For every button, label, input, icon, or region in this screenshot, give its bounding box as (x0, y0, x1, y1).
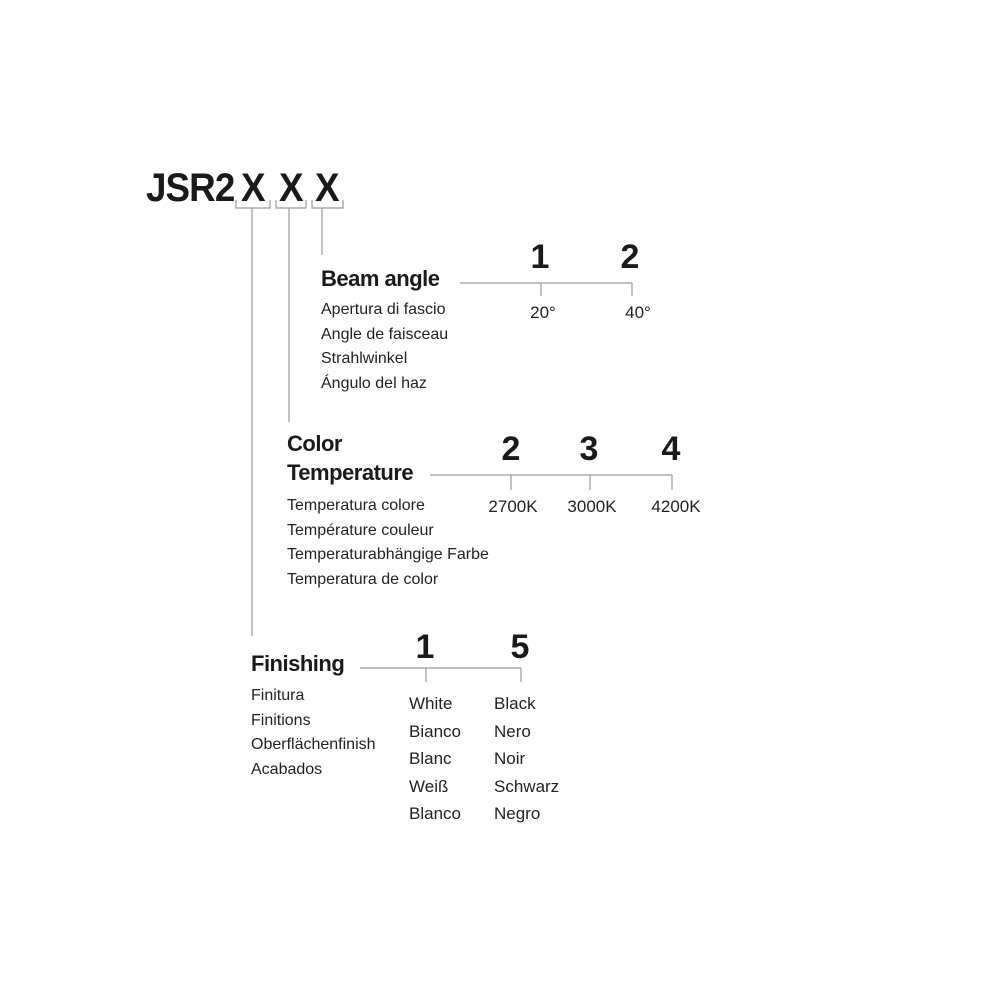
finishing-option-names-white (409, 690, 461, 828)
color-option-code: 4 (661, 430, 681, 468)
finishing-translation-es: Acabados (251, 760, 323, 778)
color-translation-es: Temperatura de color (287, 570, 439, 588)
finish-name: Bianco (409, 721, 461, 741)
beam-translations (321, 298, 448, 396)
finish-name: Black (494, 694, 536, 713)
beam-translation-de: Strahlwinkel (321, 350, 408, 367)
finishing-translation-de: Oberflächenfinish (251, 736, 376, 753)
finish-name: Blanco (409, 804, 461, 823)
finish-name: Negro (494, 804, 541, 823)
finishing-option-names-black (494, 690, 559, 828)
beam-translation-es: Ángulo del haz (321, 374, 427, 392)
finishing-title: Finishing (251, 651, 345, 676)
finishing-translation-it: Finitura (251, 687, 305, 704)
placeholder-finishing: X (241, 166, 265, 210)
beam-translation-it: Apertura di fascio (321, 301, 446, 318)
beam-option-value: 20° (530, 303, 556, 322)
color-translations (287, 494, 489, 592)
color-title-line1: Color (287, 431, 342, 456)
finishing-translations (251, 684, 376, 782)
finishing-option-code: 1 (415, 628, 435, 666)
color-option-value: 4200K (651, 497, 701, 516)
color-translation-fr: Température couleur (287, 521, 434, 539)
finish-name: Nero (494, 721, 531, 741)
finishing-translation-fr: Finitions (251, 711, 311, 729)
color-option-value: 2700K (488, 497, 538, 516)
beam-translation-fr: Angle de faisceau (321, 325, 449, 343)
finish-name: Blanc (409, 749, 452, 768)
placeholder-beam: X (315, 166, 339, 210)
finish-name: Noir (494, 749, 526, 768)
color-title-line2: Temperature (287, 460, 414, 485)
placeholder-color: X (279, 166, 303, 210)
color-option-value: 3000K (567, 497, 617, 516)
beam-option-value: 40° (625, 303, 651, 322)
finish-name: White (409, 694, 453, 713)
color-translation-de: Temperaturabhängige Farbe (287, 546, 489, 563)
color-option-code: 2 (501, 430, 521, 468)
finishing-option-code: 5 (510, 628, 530, 666)
color-option-code: 3 (579, 430, 599, 468)
beam-title: Beam angle (321, 266, 440, 291)
finish-name: Weiß (409, 776, 449, 796)
beam-option-code: 2 (620, 238, 640, 276)
color-translation-it: Temperatura colore (287, 497, 425, 514)
beam-option-code: 1 (530, 238, 550, 276)
finish-name: Schwarz (494, 776, 560, 796)
product-code-prefix: JSR2 (146, 166, 235, 210)
